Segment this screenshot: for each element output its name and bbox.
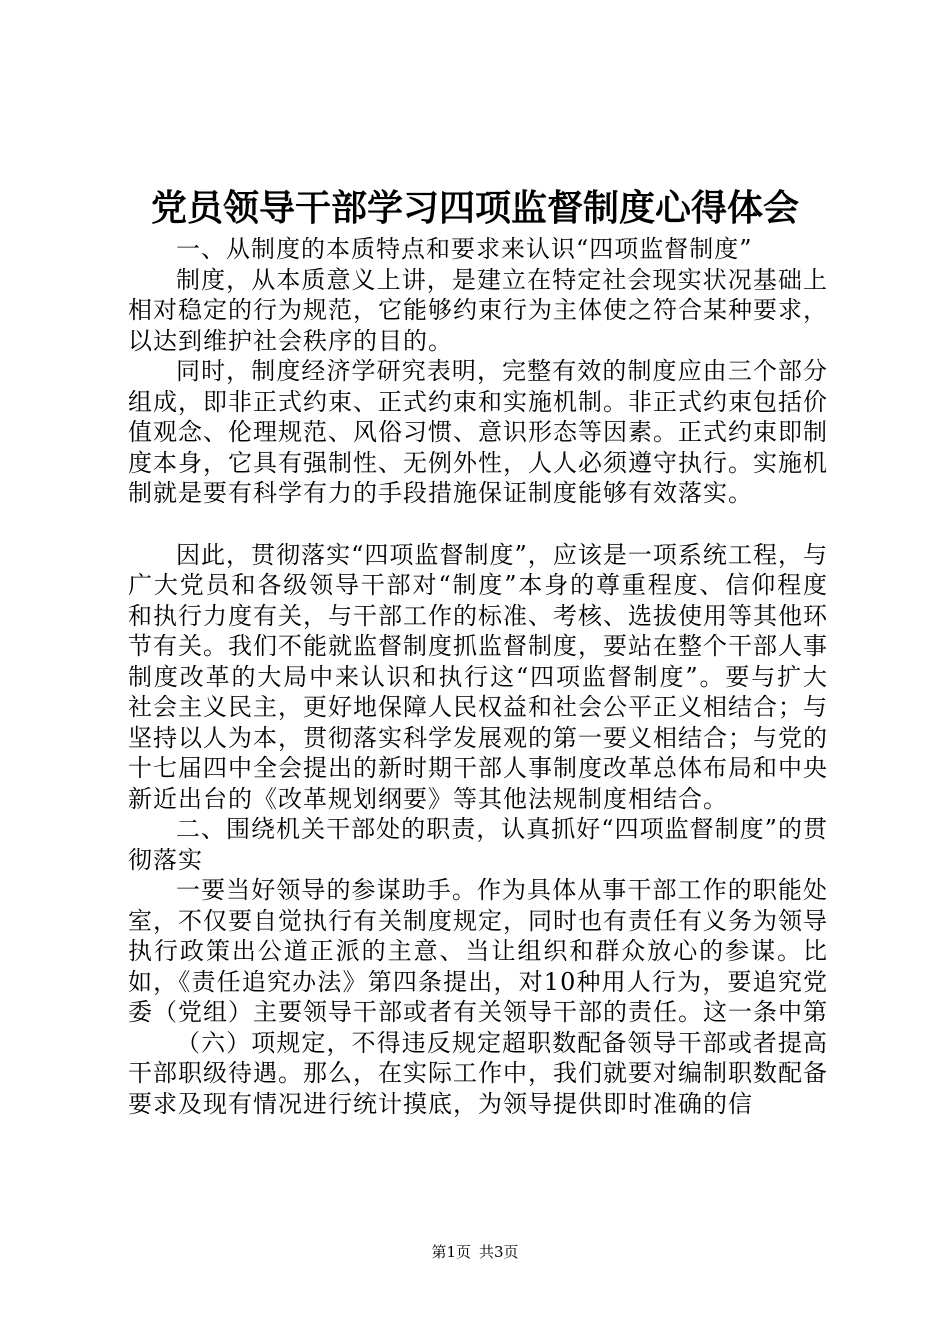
section-heading-1: 一、从制度的本质特点和要求来认识“四项监督制度” (176, 235, 753, 263)
body-paragraph: （六）项规定，不得违反规定超职数配备领导干部或者提高干部职级待遇。那么，在实际工作中，我们就要对编制职数配备要求及现有情况进行统计摸底，为领导提供即时准确的信 (128, 1028, 828, 1118)
document-title: 党员领导干部学习四项监督制度心得体会 (150, 187, 799, 229)
page-total: 共3页 (479, 1243, 519, 1261)
body-paragraph: 一要当好领导的参谋助手。作为具体从事干部工作的职能处室，不仅要自觉执行有关制度规定，同时也有责任有义务为领导执行政策出公道正派的主意、当让组织和群众放心的参谋。比如，《责任追究办法》第四条提出，对10种用人行为，要追究党委（党组）主要领导干部或者有关领导干部的责任。这一条中第 (128, 876, 828, 1026)
page-number: 第1页 (431, 1243, 471, 1261)
page-footer (0, 1242, 950, 1262)
body-paragraph: 因此，贯彻落实“四项监督制度”，应该是一项系统工程，与广大党员和各级领导干部对“制度”本身的尊重程度、信仰程度和执行力度有关，与干部工作的标准、考核、选拔使用等其他环节有关。我们不能就监督制度抓监督制度，要站在整个干部人事制度改革的大局中来认识和执行这“四项监督制度”。要与扩大社会主义民主，更好地保障人民权益和社会公平正义相结合；与坚持以人为本，贯彻落实科学发展观的第一要义相结合；与党的十七届四中全会提出的新时期干部人事制度改革总体布局和中央新近出台的《改革规划纲要》等其他法规制度相结合。 (128, 540, 828, 813)
body-paragraph: 制度，从本质意义上讲，是建立在特定社会现实状况基础上相对稳定的行为规范，它能够约束行为主体使之符合某种要求，以达到维护社会秩序的目的。 (128, 265, 828, 355)
body-paragraph: 同时，制度经济学研究表明，完整有效的制度应由三个部分组成，即非正式约束、正式约束和实施机制。非正式约束包括价值观念、伦理规范、风俗习惯、意识形态等因素。正式约束即制度本身，它具有强制性、无例外性，人人必须遵守执行。实施机制就是要有科学有力的手段措施保证制度能够有效落实。 (128, 357, 828, 507)
section-heading-2: 二、围绕机关干部处的职责，认真抓好“四项监督制度”的贯彻落实 (128, 815, 828, 874)
document-body (128, 234, 828, 1119)
